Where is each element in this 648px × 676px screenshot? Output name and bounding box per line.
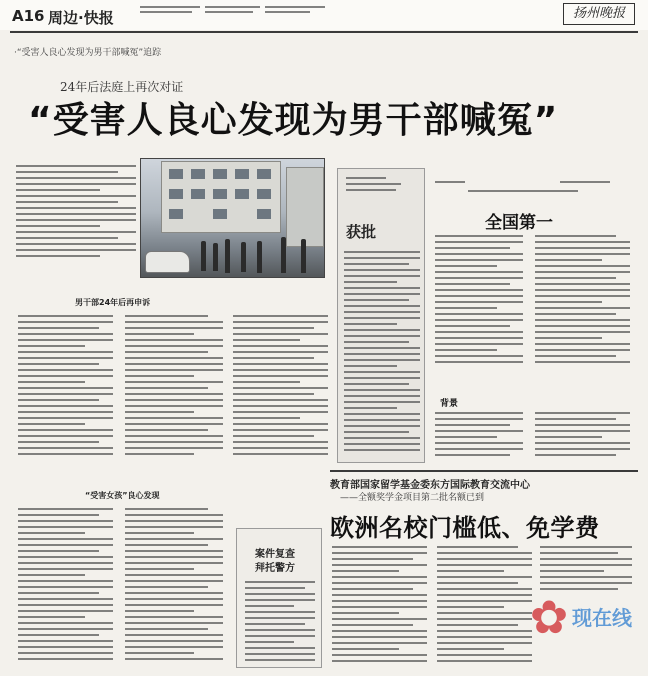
article-kicker: 教育部国家留学基金委东方国际教育交流中心	[330, 480, 530, 491]
article-body-text	[435, 412, 523, 460]
article-body-text	[18, 508, 113, 664]
article-body-text	[125, 315, 223, 459]
article-headline: 欧洲名校门槛低、免学费	[330, 514, 600, 542]
article-subkicker: ——全额奖学金项目第二批名额已到	[340, 493, 485, 503]
subsection-heading: “受害女孩”良心发现	[85, 491, 160, 500]
page-number: A16	[12, 7, 45, 25]
article-body-text	[16, 165, 136, 261]
header-meta-block	[205, 6, 260, 16]
watermark-logo-icon: ✿	[529, 590, 569, 644]
subsection-heading: 背景	[440, 399, 459, 409]
article-body-text	[18, 315, 113, 459]
page-header	[0, 0, 648, 30]
article-headline: “受害人良心发现为男干部喊冤”	[28, 100, 559, 141]
watermark-text: 现在线	[572, 606, 632, 630]
box-headline: 获批	[346, 223, 377, 241]
sidebar-body-text	[245, 581, 315, 665]
sidebar-title: 案件复查	[255, 549, 295, 560]
article-body-text	[435, 235, 523, 367]
news-box	[337, 168, 425, 463]
article-body-text	[540, 546, 632, 594]
header-meta-block	[140, 6, 200, 16]
news-photo	[140, 158, 325, 278]
article-body-text	[344, 251, 420, 455]
article-headline: 全国第一	[485, 213, 553, 233]
article-body-text	[535, 412, 630, 460]
header-rule	[10, 31, 638, 33]
watermark	[518, 588, 638, 648]
article-body-text	[125, 508, 223, 664]
section-rule	[330, 470, 638, 472]
article-body-text	[535, 235, 630, 367]
subsection-heading: 男干部24年后再申诉	[75, 298, 151, 307]
article-kicker-lines	[435, 172, 630, 191]
header-meta-block	[265, 6, 325, 16]
article-body-text	[332, 546, 427, 666]
section-title: 周边·快报	[48, 9, 114, 27]
article-body-text	[233, 315, 328, 459]
sidebar-box	[236, 528, 322, 668]
newspaper-logo: 扬州晚报	[563, 3, 635, 25]
sidebar-title: 拜托警方	[255, 563, 295, 574]
article-kicker-lines	[468, 190, 618, 196]
article-kicker: ·“受害人良心发现为男干部喊冤”追踪	[14, 48, 162, 58]
article-subhead: 24年后法庭上再次对证	[60, 80, 184, 94]
box-header-text	[346, 177, 416, 195]
